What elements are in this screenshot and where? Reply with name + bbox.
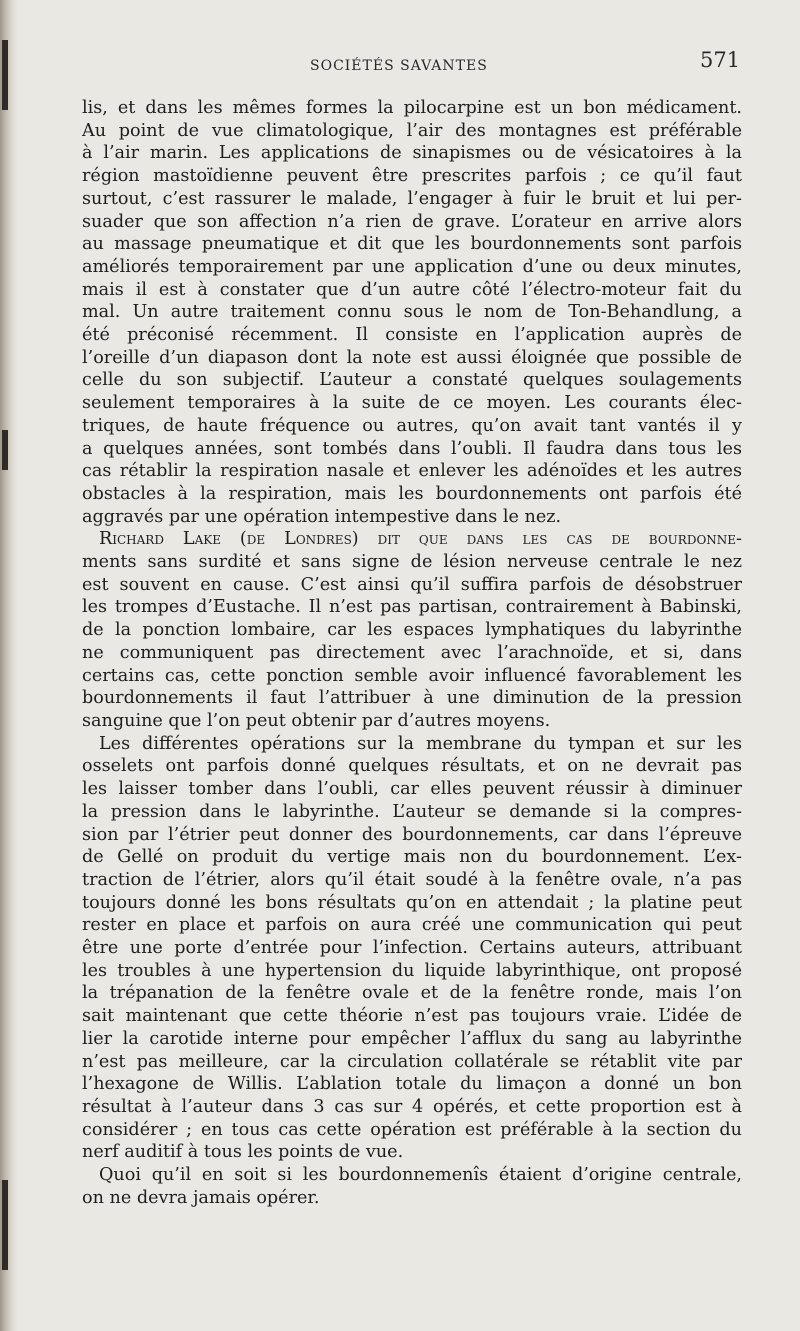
- text-line: les trompes d’Eustache. Il n’est pas partisan, contrairement à Babinski,: [82, 597, 742, 618]
- text-line: Les différentes opérations sur la membrane du tympan et sur les: [99, 733, 742, 754]
- text-line: cas rétablir la respiration nasale et enlever les adénoïdes et les autres: [82, 461, 742, 482]
- text-line: l’hexagone de Willis. L’ablation totale du limaçon a donné un bon: [82, 1074, 742, 1095]
- page-binding-edge: [0, 0, 18, 1331]
- text-line: à l’air marin. Les applications de sinapismes ou de vésicatoires à la: [82, 143, 742, 164]
- text-line: Quoi qu’il en soit si les bourdonnemenîs étaient d’origine centrale,: [99, 1165, 742, 1186]
- text-line: obstacles à la respiration, mais les bourdonnements ont parfois été: [82, 483, 742, 504]
- binding-mark: [2, 1180, 8, 1270]
- text-line: ne communiquent pas directement avec l’arachnoïde, et si, dans: [82, 642, 742, 663]
- text-line: sion par l’étrier peut donner des bourdonnements, car dans l’épreuve: [82, 824, 742, 845]
- text-line: aggravés par une opération intempestive dans le nez.: [82, 506, 562, 527]
- text-line: certains cas, cette ponction semble avoir influencé favorablement les: [82, 665, 742, 686]
- text-line: lis, et dans les mêmes formes la pilocarpine est un bon médicament.: [82, 98, 742, 118]
- text-line: surtout, c’est rassurer le malade, l’engager à fuir le bruit et lui per-: [82, 188, 742, 209]
- text-line: mais il est à constater que d’un autre côté l’électro-moteur fait du: [82, 279, 742, 300]
- text-line: toujours donné les bons résultats qu’on en attendait ; la platine peut: [82, 892, 742, 913]
- text-line: été préconisé récemment. Il consiste en l’application auprès de: [82, 325, 742, 346]
- text-line: de la ponction lombaire, car les espaces lymphatiques du labyrinthe: [82, 620, 742, 641]
- text-line: traction de l’étrier, alors qu’il était soudé à la fenêtre ovale, n’a pas: [82, 869, 742, 890]
- text-line: au massage pneumatique et dit que les bourdonnements sont parfois: [82, 234, 742, 255]
- text-line: Au point de vue climatologique, l’air des montagnes est préférable: [82, 120, 742, 141]
- text-line: est souvent en cause. C’est ainsi qu’il suffira parfois de désobstruer: [82, 574, 742, 595]
- article-text: [82, 97, 742, 1209]
- text-line: n’est pas meilleure, car la circulation collatérale se rétablit vite par: [82, 1051, 742, 1072]
- text-line: résultat à l’auteur dans 3 cas sur 4 opérés, et cette proportion est à: [82, 1096, 742, 1117]
- text-line: sanguine que l’on peut obtenir par d’autres moyens.: [82, 710, 551, 731]
- text-line: a quelques années, sont tombés dans l’oubli. Il faudra dans tous les: [82, 438, 742, 459]
- text-line: les troubles à une hypertension du liquide labyrinthique, ont proposé: [82, 960, 742, 981]
- text-line: seulement temporaires à la suite de ce moyen. Les courants élec-: [82, 393, 742, 414]
- running-head: SOCIÉTÉS SAVANTES: [310, 58, 488, 74]
- text-line: rester en place et parfois on aura créé une communication qui peut: [82, 915, 742, 936]
- text-line: de Gellé on produit du vertige mais non du bourdonnement. L’ex-: [82, 847, 742, 868]
- text-line: bourdonnements il faut l’attribuer à une diminution de la pression: [82, 688, 742, 709]
- text-line: considérer ; en tous cas cette opération est préférable à la section du: [82, 1119, 742, 1140]
- text-line: être une porte d’entrée pour l’infection. Certains auteurs, attribuant: [82, 938, 742, 959]
- text-line: ments sans surdité et sans signe de lésion nerveuse centrale le nez: [82, 552, 742, 573]
- text-line: mal. Un autre traitement connu sous le nom de Ton-Behandlung, a: [82, 302, 742, 323]
- text-line: la trépanation de la fenêtre ovale et de la fenêtre ronde, mais l’on: [82, 983, 742, 1004]
- text-line: la pression dans le labyrinthe. L’auteur se demande si la compres-: [82, 801, 742, 822]
- text-line: les laisser tomber dans l’oubli, car elles peuvent réussir à diminuer: [82, 779, 742, 800]
- text-line: Richard Lake (de Londres) dit que dans les cas de bourdonne-: [99, 529, 742, 550]
- text-line: on ne devra jamais opérer.: [82, 1187, 320, 1208]
- page-header: [0, 48, 800, 78]
- text-line: améliorés temporairement par une application d’une ou deux minutes,: [82, 256, 742, 277]
- text-line: lier la carotide interne pour empêcher l’afflux du sang au labyrinthe: [82, 1028, 742, 1049]
- text-line: osselets ont parfois donné quelques résultats, et on ne devrait pas: [82, 756, 742, 777]
- text-line: suader que son affection n’a rien de grave. L’orateur en arrive alors: [82, 211, 742, 232]
- text-line: nerf auditif à tous les points de vue.: [82, 1142, 404, 1163]
- text-line: région mastoïdienne peuvent être prescrites parfois ; ce qu’il faut: [82, 166, 742, 187]
- binding-mark: [2, 430, 8, 470]
- text-line: celle du son subjectif. L’auteur a constaté quelques soulagements: [82, 370, 742, 391]
- page-number: 571: [700, 48, 741, 72]
- text-line: sait maintenant que cette théorie n’est pas toujours vraie. L’idée de: [82, 1006, 742, 1027]
- text-line: triques, de haute fréquence ou autres, qu’on avait tant vantés il y: [82, 415, 742, 436]
- text-line: l’oreille d’un diapason dont la note est aussi éloignée que possible de: [82, 347, 742, 368]
